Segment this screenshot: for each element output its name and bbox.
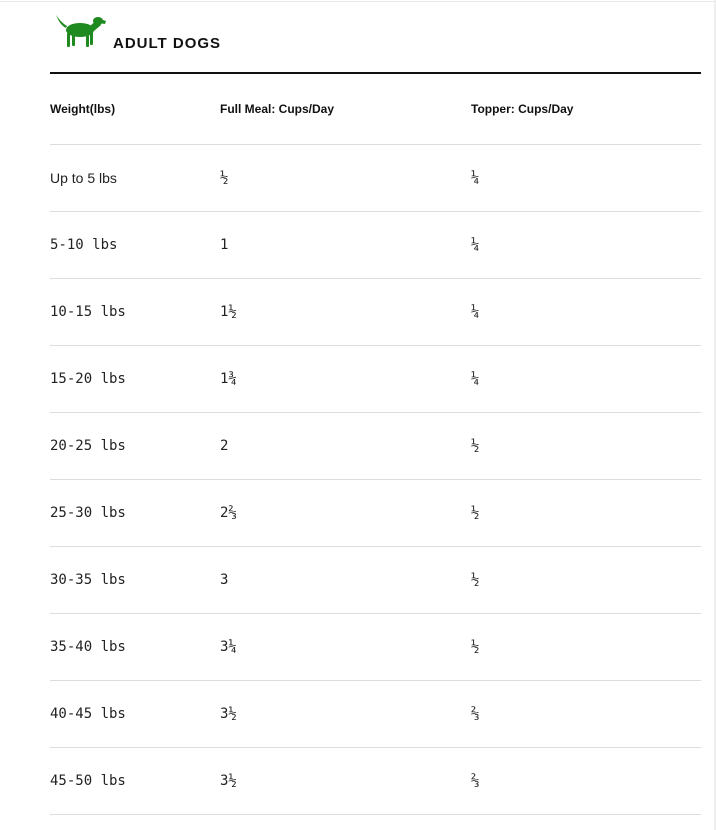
feeding-guide-card	[50, 0, 701, 815]
full-meal-cell: ½	[220, 145, 471, 212]
topper-cell: ¼	[471, 346, 701, 413]
topper-cell: ½	[471, 547, 701, 614]
table-row	[50, 681, 701, 748]
column-header-full-meal: Full Meal: Cups/Day	[220, 74, 471, 145]
table-row	[50, 279, 701, 346]
topper-cell: ½	[471, 614, 701, 681]
table-row	[50, 480, 701, 547]
full-meal-cell: 1¾	[220, 346, 471, 413]
section-title: ADULT DOGS	[113, 35, 222, 52]
weight-cell: 5-10 lbs	[50, 212, 220, 279]
table-header-row	[50, 74, 701, 145]
table-row	[50, 614, 701, 681]
topper-cell: ½	[471, 413, 701, 480]
table-row	[50, 145, 701, 212]
feeding-table	[50, 74, 701, 815]
weight-cell: 15-20 lbs	[50, 346, 220, 413]
topper-cell: ¼	[471, 279, 701, 346]
full-meal-cell: 2	[220, 413, 471, 480]
full-meal-cell: 3½	[220, 681, 471, 748]
column-header-topper: Topper: Cups/Day	[471, 74, 701, 145]
table-row	[50, 346, 701, 413]
dog-icon	[54, 13, 106, 49]
weight-cell: 10-15 lbs	[50, 279, 220, 346]
topper-cell: ½	[471, 480, 701, 547]
topper-cell: ¼	[471, 212, 701, 279]
full-meal-cell: 3	[220, 547, 471, 614]
column-header-weight: Weight(lbs)	[50, 74, 220, 145]
weight-cell: Up to 5 lbs	[50, 145, 220, 212]
table-row	[50, 413, 701, 480]
weight-cell: 40-45 lbs	[50, 681, 220, 748]
weight-cell: 30-35 lbs	[50, 547, 220, 614]
topper-cell: ¼	[471, 145, 701, 212]
topper-cell: ⅔	[471, 748, 701, 815]
table-row	[50, 547, 701, 614]
full-meal-cell: 3½	[220, 748, 471, 815]
weight-cell: 35-40 lbs	[50, 614, 220, 681]
topper-cell: ⅔	[471, 681, 701, 748]
section-header	[50, 0, 701, 72]
weight-cell: 25-30 lbs	[50, 480, 220, 547]
full-meal-cell: 1	[220, 212, 471, 279]
weight-cell: 20-25 lbs	[50, 413, 220, 480]
table-row	[50, 748, 701, 815]
full-meal-cell: 3¼	[220, 614, 471, 681]
full-meal-cell: 2⅔	[220, 480, 471, 547]
table-row	[50, 212, 701, 279]
weight-cell: 45-50 lbs	[50, 748, 220, 815]
full-meal-cell: 1½	[220, 279, 471, 346]
